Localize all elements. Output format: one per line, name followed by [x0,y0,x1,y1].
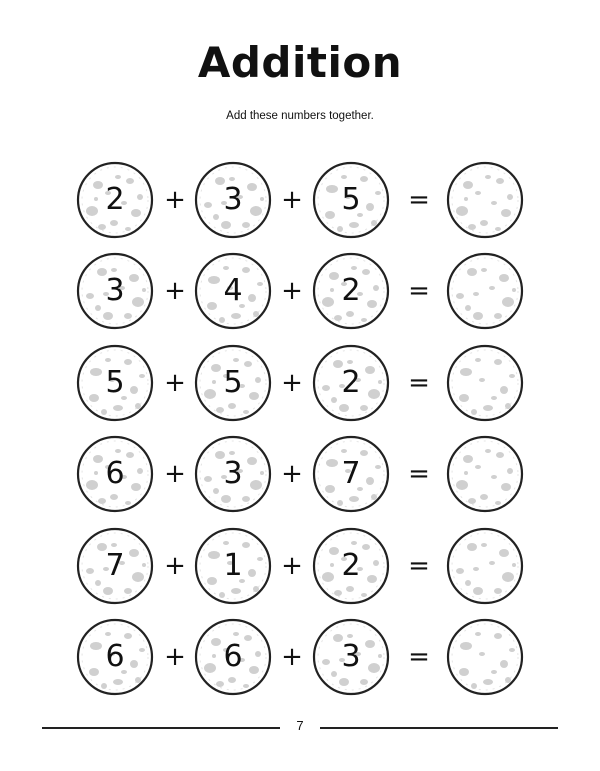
plus-sign: + [164,551,186,581]
addend-value: 6 [223,639,243,674]
addend-cookie [194,344,272,422]
addend-value: 2 [105,182,125,217]
addend-value: 5 [341,182,361,217]
answer-value [446,618,524,696]
addend-value: 1 [223,548,243,583]
answer-cookie[interactable] [446,435,524,513]
answer-value [446,344,524,422]
addend-value: 3 [223,456,243,491]
equals-sign: = [408,459,430,489]
addend-value: 2 [341,273,361,308]
addend-cookie [194,252,272,330]
problem-row [0,161,600,241]
addend-cookie [312,618,390,696]
plus-sign: + [164,276,186,306]
equals-sign: = [408,642,430,672]
addend-value: 6 [105,456,125,491]
plus-sign: + [164,642,186,672]
answer-cookie[interactable] [446,618,524,696]
addend-cookie [76,435,154,513]
plus-sign: + [281,459,303,489]
answer-value [446,527,524,605]
answer-value [446,161,524,239]
page-title: Addition [197,38,403,87]
addend-cookie [76,344,154,422]
plus-sign: + [281,551,303,581]
answer-value [446,252,524,330]
addend-value: 3 [105,273,125,308]
page-number: 7 [296,718,304,733]
answer-value [446,435,524,513]
addend-cookie [312,344,390,422]
plus-sign: + [281,276,303,306]
addend-cookie [76,618,154,696]
answer-cookie[interactable] [446,252,524,330]
addend-value: 4 [223,273,243,308]
plus-sign: + [281,368,303,398]
addend-cookie [312,252,390,330]
plus-sign: + [164,368,186,398]
addend-value: 2 [341,548,361,583]
addend-value: 6 [105,639,125,674]
addend-cookie [312,527,390,605]
addend-value: 3 [223,182,243,217]
addend-value: 2 [341,365,361,400]
problem-row [0,618,600,698]
plus-sign: + [281,185,303,215]
plus-sign: + [164,459,186,489]
addend-cookie [312,435,390,513]
problem-row [0,527,600,607]
equals-sign: = [408,185,430,215]
footer-rule-left [42,727,280,729]
addend-value: 7 [105,548,125,583]
equals-sign: = [408,551,430,581]
addend-value: 7 [341,456,361,491]
addend-cookie [312,161,390,239]
answer-cookie[interactable] [446,344,524,422]
answer-cookie[interactable] [446,527,524,605]
plus-sign: + [281,642,303,672]
problem-row [0,435,600,515]
addend-value: 5 [105,365,125,400]
addend-cookie [76,161,154,239]
addend-cookie [194,618,272,696]
addend-cookie [194,435,272,513]
addend-cookie [194,161,272,239]
addend-value: 5 [223,365,243,400]
addend-cookie [76,527,154,605]
addend-cookie [76,252,154,330]
plus-sign: + [164,185,186,215]
answer-cookie[interactable] [446,161,524,239]
instructions: Add these numbers together. [226,110,374,122]
problem-row [0,344,600,424]
problem-row [0,252,600,332]
addend-cookie [194,527,272,605]
footer-rule-right [320,727,558,729]
equals-sign: = [408,276,430,306]
addend-value: 3 [341,639,361,674]
equals-sign: = [408,368,430,398]
